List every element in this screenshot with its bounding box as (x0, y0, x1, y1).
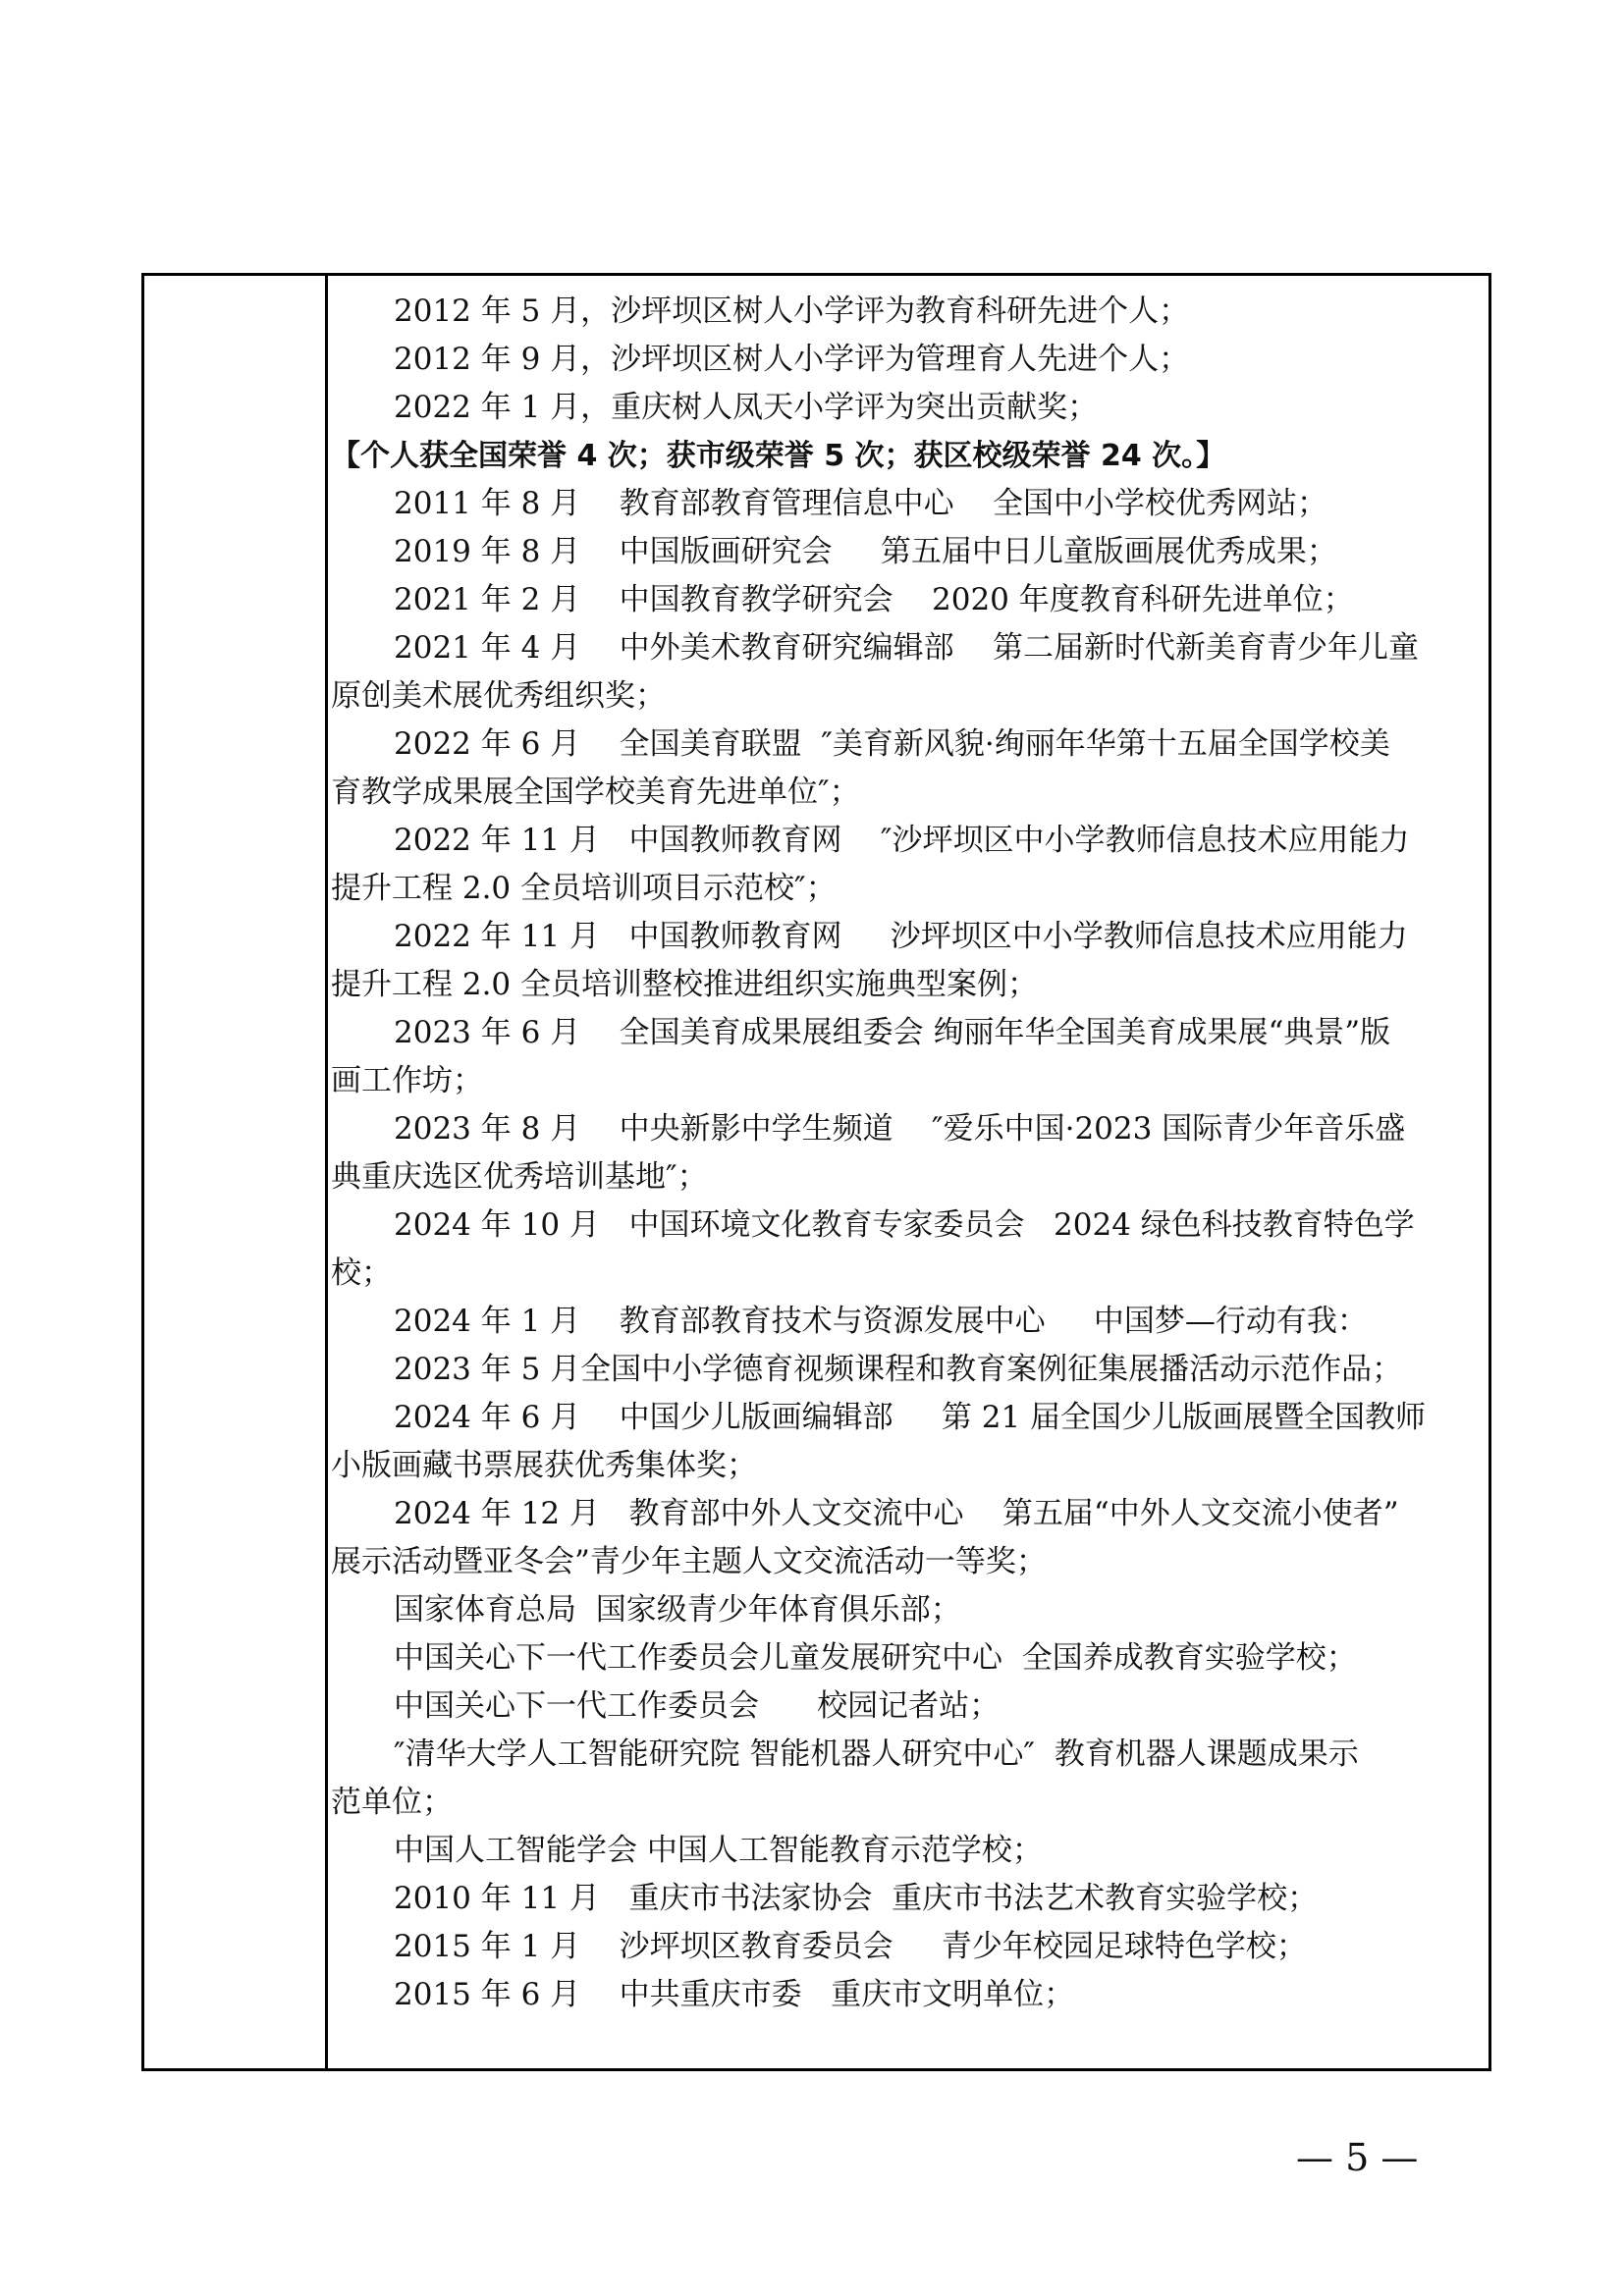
honor-entry-line: 育教学成果展全国学校美育先进单位″； (331, 774, 860, 810)
honor-entry-line: 2015 年 1 月 沙坪坝区教育委员会 青少年校园足球特色学校； (394, 1929, 1307, 1964)
honor-entry-line: 2024 年 10 月 中国环境文化教育专家委员会 2024 绿色科技教育特色学 (394, 1207, 1415, 1243)
honor-entry-line: 原创美术展优秀组织奖； (331, 678, 666, 714)
honor-entry-line: 2024 年 1 月 教育部教育技术与资源发展中心 中国梦—行动有我： (394, 1304, 1368, 1339)
honor-entry-line: 2022 年 6 月 全国美育联盟 ″美育新风貌·绚丽年华第十五届全国学校美 (394, 726, 1390, 762)
honor-entry-line: 画工作坊； (331, 1063, 483, 1098)
honor-entry-line: 国家体育总局 国家级青少年体育俱乐部； (394, 1592, 961, 1628)
honor-entry-line: 2012 年 9 月，沙坪坝区树人小学评为管理育人先进个人； (394, 342, 1190, 377)
honor-entry-line: 2011 年 8 月 教育部教育管理信息中心 全国中小学校优秀网站； (394, 486, 1328, 521)
honor-entry-line: 2012 年 5 月，沙坪坝区树人小学评为教育科研先进个人； (394, 294, 1190, 329)
honor-entry-line: 2023 年 6 月 全国美育成果展组委会 绚丽年华全国美育成果展“典景”版 (394, 1015, 1391, 1050)
honor-entry-line: 2024 年 6 月 中国少儿版画编辑部 第 21 届全国少儿版画展暨全国教师 (394, 1400, 1427, 1435)
honor-entry-line: 2023 年 8 月 中央新影中学生频道 ″爱乐中国·2023 国际青少年音乐盛 (394, 1111, 1406, 1147)
honor-entry-line: 2022 年 11 月 中国教师教育网 ″沙坪坝区中小学教师信息技术应用能力 (394, 823, 1410, 858)
honor-entry-line: 2023 年 5 月全国中小学德育视频课程和教育案例征集展播活动示范作品； (394, 1352, 1403, 1387)
honor-entry-line: 典重庆选区优秀培训基地″； (331, 1159, 708, 1195)
honors-list (331, 288, 1485, 2019)
column-divider (325, 276, 328, 2068)
honor-entry-line: 2021 年 2 月 中国教育教学研究会 2020 年度教育科研先进单位； (394, 582, 1354, 617)
honor-entry-line: 范单位； (331, 1785, 453, 1820)
honor-entry-line: 2021 年 4 月 中外美术教育研究编辑部 第二届新时代新美育青少年儿童 (394, 630, 1420, 666)
honors-summary-line: 【个人获全国荣誉 4 次；获市级荣誉 5 次；获区校级荣誉 24 次。】 (331, 439, 1226, 473)
honor-entry-line: 校； (331, 1255, 392, 1291)
honor-entry-line: 中国关心下一代工作委员会儿童发展研究中心 全国养成教育实验学校； (394, 1640, 1357, 1676)
honor-entry-line: 2010 年 11 月 重庆市书法家协会 重庆市书法艺术教育实验学校； (394, 1881, 1319, 1916)
honor-entry-line: 2019 年 8 月 中国版画研究会 第五届中日儿童版画展优秀成果； (394, 534, 1337, 569)
honor-entry-line: 提升工程 2.0 全员培训项目示范校″； (331, 871, 837, 906)
honor-entry-line: 2015 年 6 月 中共重庆市委 重庆市文明单位； (394, 1977, 1075, 2012)
honor-entry-line: 2022 年 11 月 中国教师教育网 沙坪坝区中小学教师信息技术应用能力 (394, 919, 1408, 954)
honor-entry-line: 2022 年 1 月，重庆树人凤天小学评为突出贡献奖； (394, 390, 1099, 425)
honor-entry-line: 小版画藏书票展获优秀集体奖； (331, 1448, 757, 1483)
page-number: — 5 — (1296, 2136, 1419, 2179)
honors-table (141, 273, 1491, 2071)
honor-entry-line: 提升工程 2.0 全员培训整校推进组织实施典型案例； (331, 967, 1039, 1002)
honor-entry-line: 展示活动暨亚冬会”青少年主题人文交流活动一等奖； (331, 1544, 1047, 1579)
honor-entry-line: ″清华大学人工智能研究院 智能机器人研究中心″ 教育机器人课题成果示 (394, 1736, 1359, 1772)
honor-entry-line: 2024 年 12 月 教育部中外人文交流中心 第五届“中外人文交流小使者” (394, 1496, 1399, 1531)
honor-entry-line: 中国人工智能学会 中国人工智能教育示范学校； (394, 1833, 1043, 1868)
honor-entry-line: 中国关心下一代工作委员会 校园记者站； (394, 1688, 1001, 1724)
